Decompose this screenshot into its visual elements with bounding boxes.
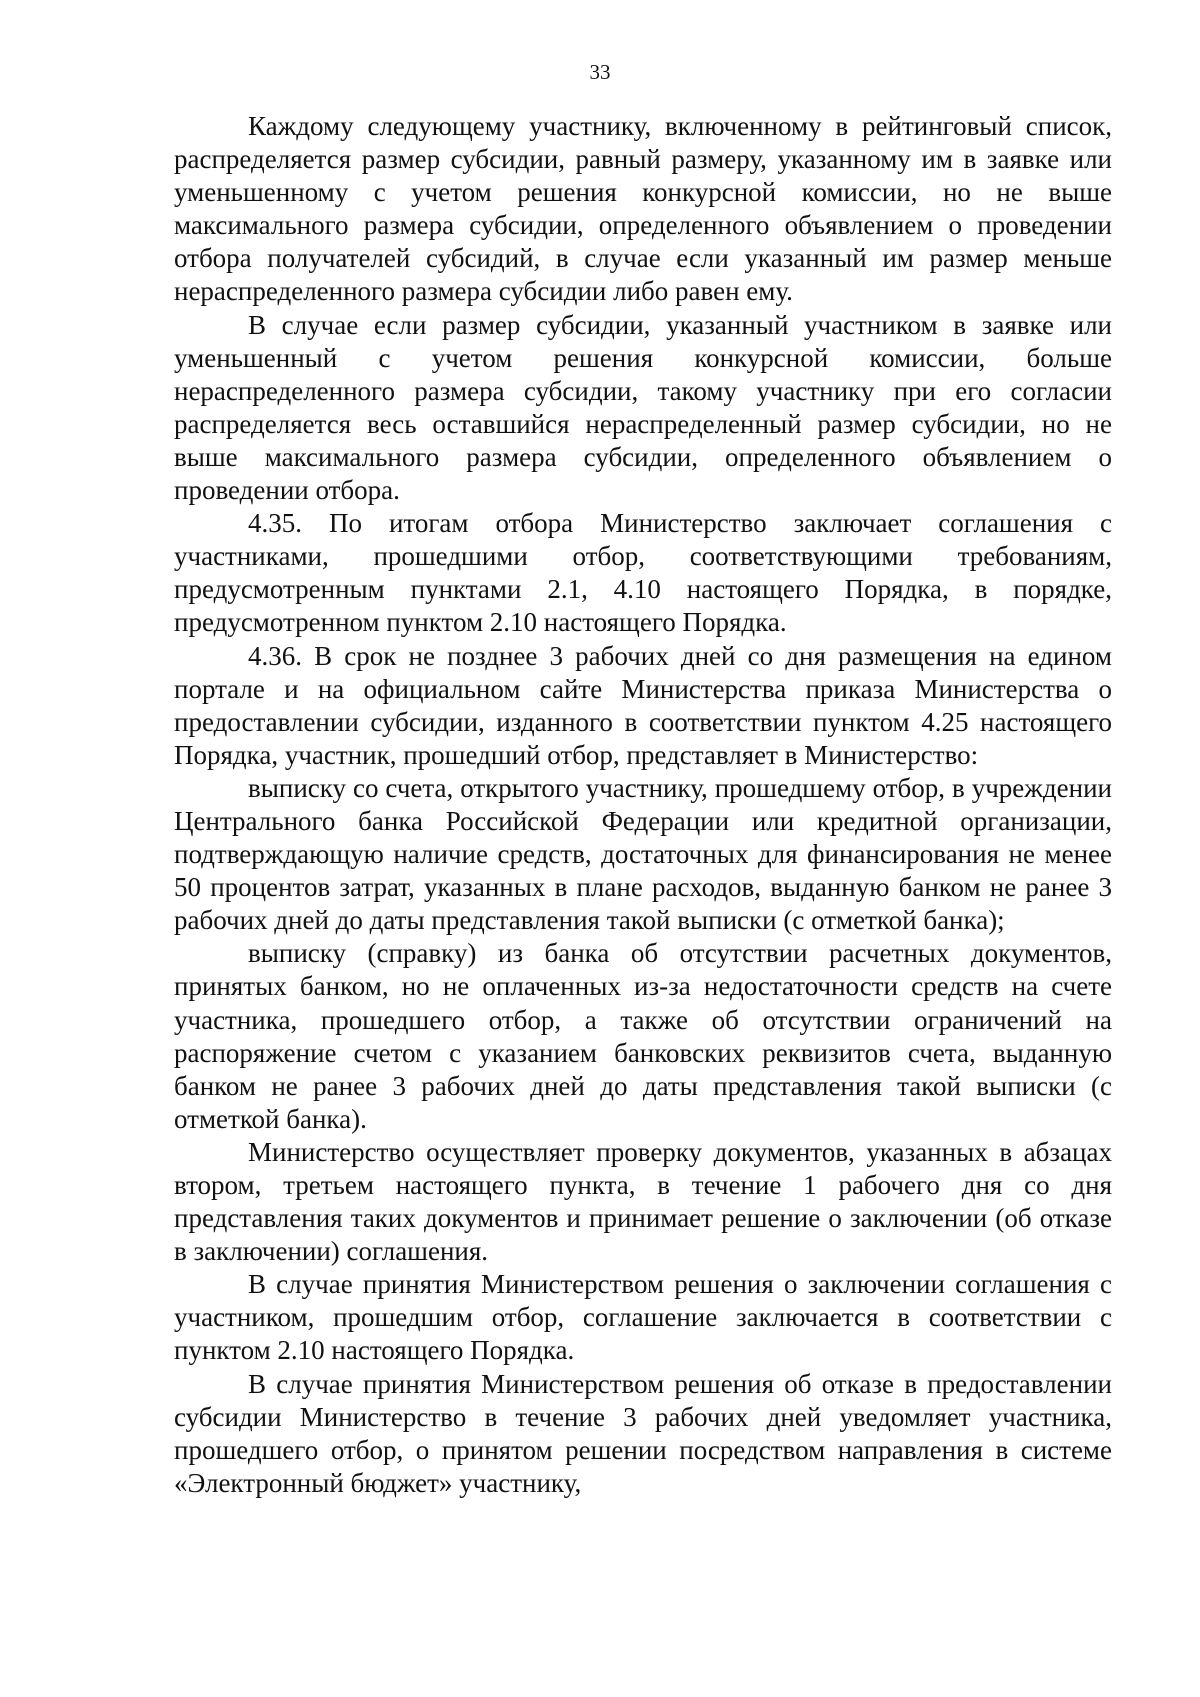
document-body xyxy=(174,110,1112,1500)
paragraph-refusal-notice: В случае принятия Министерством решения об отказе в предоставлении субсидии Министерство в течение 3 рабочих дней уведомляет участника, прошедшего отбор, о принятом решении посредством направления в системе «Электронный бюджет» участнику, xyxy=(174,1368,1112,1498)
paragraph-bank-certificate: выписку (справку) из банка об отсутствии расчетных документов, принятых банком, но не оплаченных из-за недостаточности средств на счете участника, прошедшего отбор, а также об отсутствии ограничений на распоряжение счетом с указанием банковских реквизитов счета, выданную банком не ранее 3 рабочих дней до даты представления такой выписки (с отметкой банка). xyxy=(174,938,1112,1134)
paragraph-rating-list-distribution: Каждому следующему участнику, включенному в рейтинговый список, распределяется размер субсидии, равный размеру, указанному им в заявке или уменьшенному с учетом решения конкурсной комиссии, но не выше максимального размера субсидии, определенного объявлением о проведении отбора получателей субсидий, в случае если указанный им размер меньше нераспределенного размера субсидии либо равен ему. xyxy=(174,111,1112,307)
paragraph-clause-4-35: 4.35. По итогам отбора Министерство заключает соглашения с участниками, прошедшими отбор, соответствующими требованиям, предусмотренным пунктами 2.1, 4.10 настоящего Порядка, в порядке, предусмотренном пунктом 2.10 настоящего Порядка. xyxy=(174,508,1112,638)
paragraph-ministry-verification: Министерство осуществляет проверку документов, указанных в абзацах втором, третьем настоящего пункта, в течение 1 рабочего дня со дня представления таких документов и принимает решение о заключении (об отказе в заключении) соглашения. xyxy=(174,1136,1112,1267)
paragraph-remaining-subsidy: В случае если размер субсидии, указанный участником в заявке или уменьшенный с учетом решения конкурсной комиссии, больше нераспределенного размера субсидии, такому участнику при его согласии распределяется весь оставшийся нераспределенный размер субсидии, но не выше максимального размера субсидии, определенного объявлением о проведении отбора. xyxy=(174,309,1112,506)
paragraph-agreement-conclusion: В случае принятия Министерством решения о заключении соглашения с участником, прошедшим отбор, соглашение заключается в соответствии с пунктом 2.10 настоящего Порядка. xyxy=(174,1269,1112,1366)
page-number: 33 xyxy=(589,60,611,84)
paragraph-clause-4-36: 4.36. В срок не позднее 3 рабочих дней со дня размещения на едином портале и на официальном сайте Министерства приказа Министерства о предоставлении субсидии, изданного в соответствии пунктом 4.25 настоящего Порядка, участник, прошедший отбор, представляет в Министерство: xyxy=(174,640,1112,770)
paragraph-account-statement: выписку со счета, открытого участнику, прошедшему отбор, в учреждении Центрального банка Российской Федерации или кредитной организации, подтверждающую наличие средств, достаточных для финансирования не менее 50 процентов затрат, указанных в плане расходов, выданную банком не ранее 3 рабочих дней до даты представления такой выписки (с отметкой банка); xyxy=(174,772,1112,936)
